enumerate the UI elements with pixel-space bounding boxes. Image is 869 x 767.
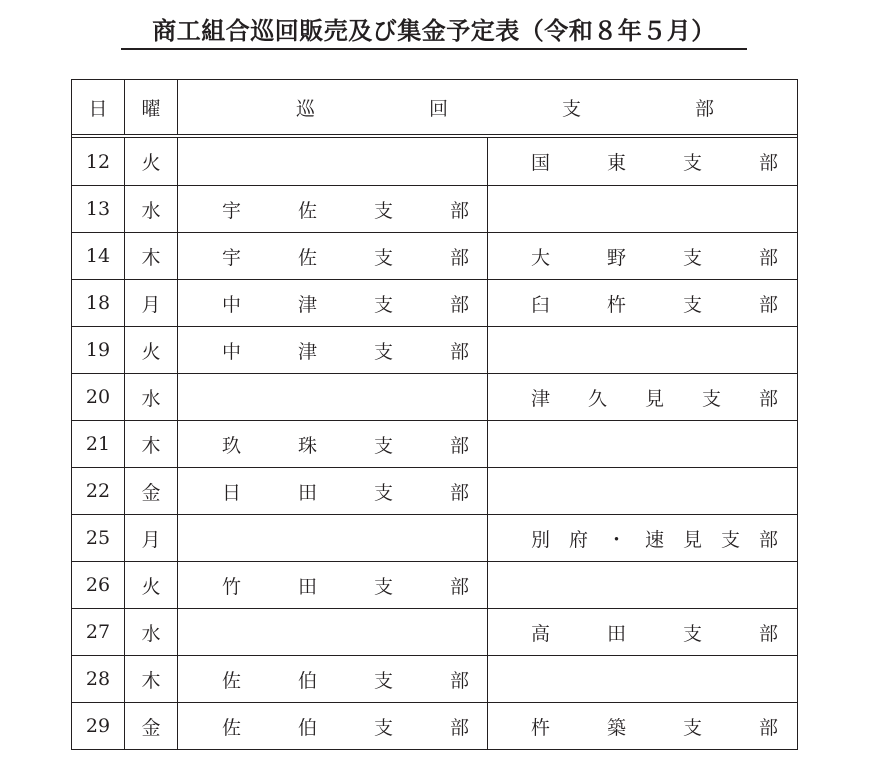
branch-cell-right-text: 杵 築 支 部 [531, 716, 779, 739]
branch-cell-right [488, 233, 797, 279]
branch-cell-left [178, 280, 488, 326]
table-header-row [72, 80, 797, 138]
branch-cell-right [488, 562, 797, 608]
branch-cell-right [488, 138, 797, 185]
weekday-cell-text: 火 [141, 340, 161, 363]
day-cell [72, 186, 125, 232]
weekday-cell-text: 水 [141, 622, 161, 645]
branch-cell-left-text: 竹 田 支 部 [222, 575, 470, 598]
weekday-cell [125, 186, 178, 232]
weekday-cell-text: 金 [141, 716, 161, 739]
table-row [72, 420, 797, 467]
weekday-cell [125, 138, 178, 185]
branch-cell-right-text: 大 野 支 部 [531, 246, 779, 269]
table-row [72, 467, 797, 514]
branch-cell-left-text: 中 津 支 部 [222, 340, 470, 363]
table-row [72, 185, 797, 232]
day-cell-text: 19 [85, 339, 111, 361]
day-cell [72, 233, 125, 279]
table-row [72, 561, 797, 608]
day-cell [72, 609, 125, 655]
table-row [72, 279, 797, 326]
weekday-cell [125, 421, 178, 467]
branch-cell-left [178, 468, 488, 514]
branch-cell-right [488, 703, 797, 749]
day-cell [72, 468, 125, 514]
branch-cell-left-text: 佐 伯 支 部 [222, 669, 470, 692]
table-row [72, 326, 797, 373]
table-body [72, 138, 797, 749]
weekday-cell-text: 水 [141, 199, 161, 222]
day-cell-text: 18 [85, 292, 111, 314]
branch-cell-left [178, 421, 488, 467]
day-cell [72, 138, 125, 185]
branch-cell-left-text: 宇 佐 支 部 [222, 246, 470, 269]
table-row [72, 702, 797, 749]
day-cell-text: 12 [85, 150, 111, 173]
branch-cell-left [178, 327, 488, 373]
branch-cell-left-text: 宇 佐 支 部 [222, 199, 470, 222]
weekday-cell-text: 水 [141, 387, 161, 410]
weekday-cell [125, 374, 178, 420]
day-cell [72, 562, 125, 608]
day-cell-text: 13 [85, 198, 111, 220]
branch-cell-right [488, 374, 797, 420]
header-weekday: 曜 [125, 80, 178, 134]
weekday-cell [125, 515, 178, 561]
branch-cell-left [178, 186, 488, 232]
branch-cell-right [488, 468, 797, 514]
branch-cell-right [488, 421, 797, 467]
day-cell [72, 374, 125, 420]
day-cell-text: 27 [85, 621, 111, 643]
day-cell-text: 26 [85, 574, 111, 596]
day-cell-text: 28 [85, 668, 111, 690]
weekday-cell [125, 562, 178, 608]
table-row [72, 232, 797, 279]
day-cell-text: 22 [85, 480, 111, 502]
branch-cell-left-text: 中 津 支 部 [222, 293, 470, 316]
branch-cell-right-text: 高 田 支 部 [531, 622, 779, 645]
branch-cell-right [488, 186, 797, 232]
day-cell-text: 21 [85, 433, 111, 455]
table-row [72, 373, 797, 420]
weekday-cell-text: 火 [141, 575, 161, 598]
branch-cell-left [178, 656, 488, 702]
day-cell [72, 327, 125, 373]
branch-cell-left-text: 玖 珠 支 部 [222, 434, 470, 457]
table-row [72, 655, 797, 702]
day-cell-text: 29 [85, 715, 111, 737]
day-cell-text: 20 [85, 386, 111, 408]
weekday-cell [125, 609, 178, 655]
weekday-cell [125, 233, 178, 279]
branch-cell-left-text: 日 田 支 部 [222, 481, 470, 504]
table-row [72, 138, 797, 185]
weekday-cell [125, 327, 178, 373]
weekday-cell [125, 703, 178, 749]
branch-cell-right [488, 280, 797, 326]
branch-cell-right [488, 515, 797, 561]
header-day: 日 [72, 80, 125, 134]
branch-cell-right-text: 津 久 見 支 部 [531, 387, 779, 410]
weekday-cell-text: 木 [141, 434, 161, 457]
day-cell-text: 25 [85, 527, 111, 549]
branch-cell-left [178, 703, 488, 749]
branch-cell-right-text: 国 東 支 部 [531, 152, 779, 174]
weekday-cell-text: 木 [141, 246, 161, 269]
schedule-table [71, 79, 798, 750]
weekday-cell-text: 月 [141, 293, 161, 316]
branch-cell-right [488, 656, 797, 702]
branch-cell-left [178, 138, 488, 185]
branch-cell-left [178, 515, 488, 561]
day-cell [72, 515, 125, 561]
day-cell [72, 421, 125, 467]
branch-cell-right-text: 臼 杵 支 部 [531, 293, 779, 316]
branch-cell-right [488, 327, 797, 373]
header-route-branch: 巡 回 支 部 [296, 97, 715, 120]
branch-cell-left [178, 233, 488, 279]
day-cell [72, 280, 125, 326]
weekday-cell-text: 金 [141, 481, 161, 504]
branch-cell-left-text: 佐 伯 支 部 [222, 716, 470, 739]
weekday-cell-text: 木 [141, 669, 161, 692]
branch-cell-right [488, 609, 797, 655]
day-cell [72, 703, 125, 749]
table-row [72, 514, 797, 561]
branch-cell-left [178, 562, 488, 608]
branch-cell-left [178, 609, 488, 655]
weekday-cell-text: 火 [141, 152, 161, 174]
branch-cell-right-text: 別 府 ・ 速 見 支 部 [531, 528, 779, 551]
day-cell-text: 14 [85, 245, 111, 267]
weekday-cell [125, 656, 178, 702]
weekday-cell-text: 月 [141, 528, 161, 551]
table-row [72, 608, 797, 655]
page-title: 商工組合巡回販売及び集金予定表（令和８年５月） [121, 14, 747, 50]
weekday-cell [125, 280, 178, 326]
branch-cell-left [178, 374, 488, 420]
day-cell [72, 656, 125, 702]
weekday-cell [125, 468, 178, 514]
